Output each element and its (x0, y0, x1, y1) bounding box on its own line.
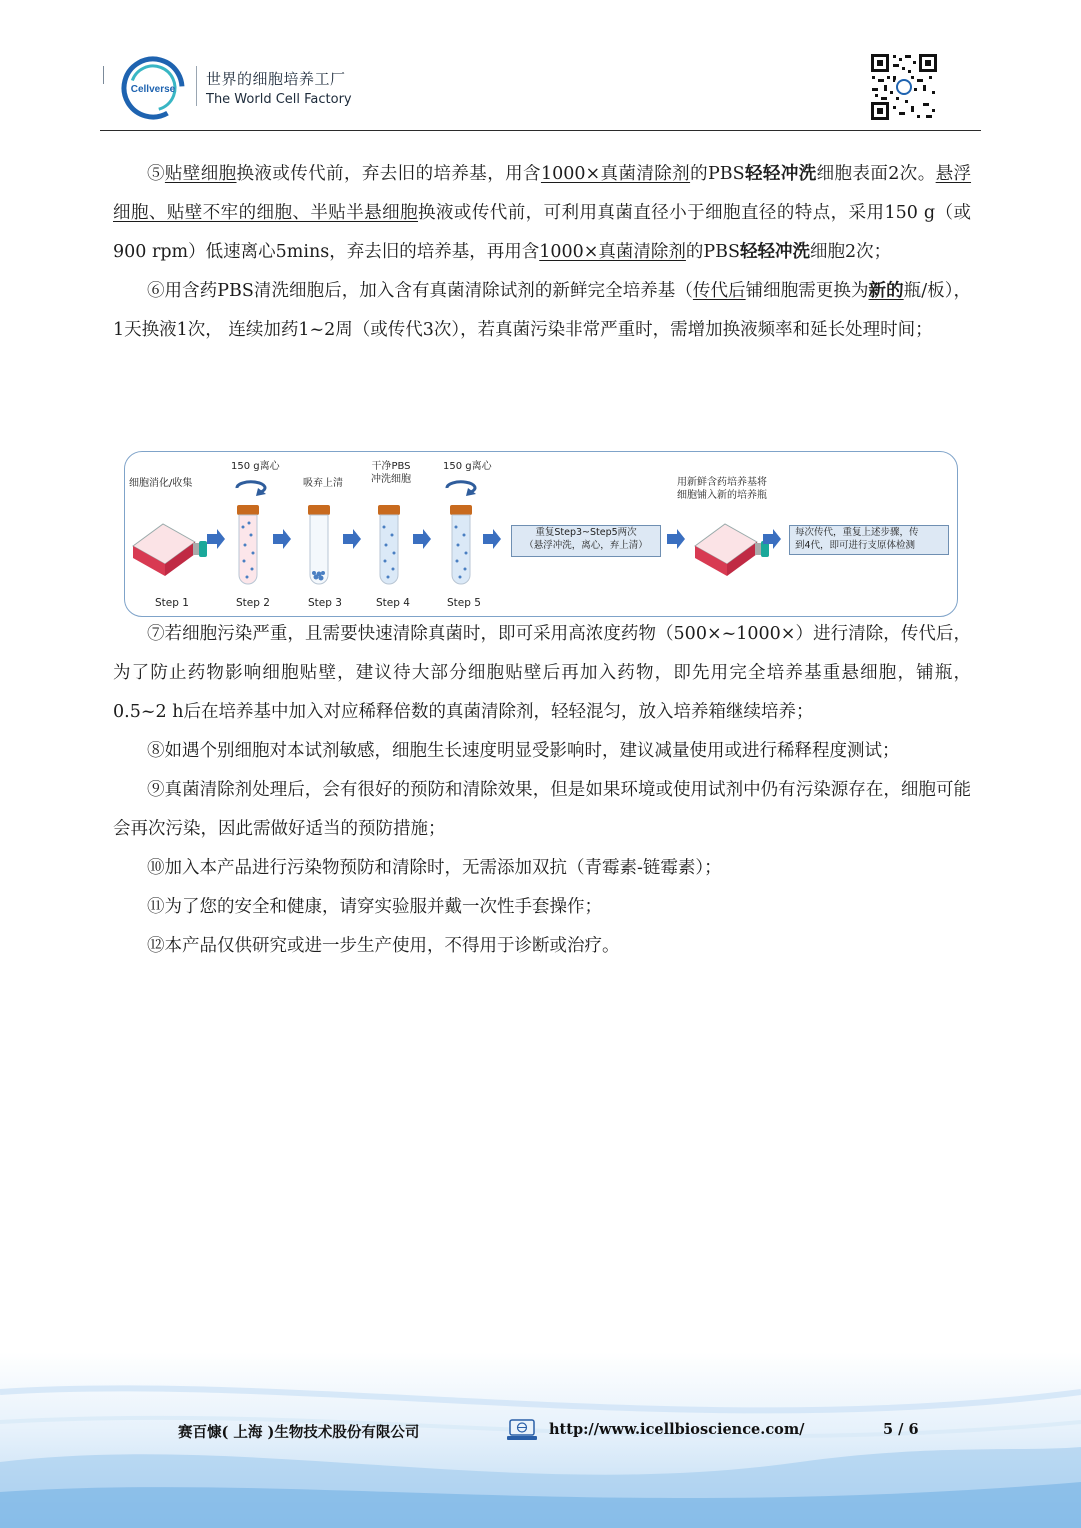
paragraph-12: ⑫本产品仅供研究或进一步生产使用，不得用于诊断或治疗。 (147, 936, 620, 956)
header-rule (100, 130, 981, 131)
footer-wave-background (0, 1352, 1081, 1528)
label-wash: 干净PBS 冲洗细胞 (371, 461, 411, 485)
step-label: Step 5 (447, 597, 481, 609)
label-discard: 吸弃上清 (303, 478, 343, 489)
paragraph-6: ⑥用含药PBS清洗细胞后，加入含有真菌清除试剂的新鲜完全培养基（传代后铺细胞需更换为新的瓶/板），1天换液1次， 连续加药1~2周（或传代3次），若真菌污染非常严重时，需增加换液频率和延长处理时间； (113, 281, 972, 340)
protocol-figure (124, 451, 958, 617)
footer-url-link[interactable]: http://www.icellbioscience.com/ (549, 1421, 805, 1438)
label-spin-1: 150 g离心 (231, 461, 280, 472)
label-spin-2: 150 g离心 (443, 461, 492, 472)
final-note-box: 每次传代，重复上述步骤，传 到4代，即可进行支原体检测 (789, 525, 949, 555)
flask-icon (133, 524, 207, 576)
step-label: Step 1 (155, 597, 189, 609)
paragraph-10: ⑩加入本产品进行污染物预防和清除时，无需添加双抗（青霉素-链霉素）； (147, 858, 722, 878)
paragraph-11: ⑪为了您的安全和健康，请穿实验服并戴一次性手套操作； (147, 897, 602, 917)
step-label: Step 3 (308, 597, 342, 609)
cellverse-logo (120, 55, 186, 121)
slogan-english: The World Cell Factory (206, 92, 352, 107)
label-reseed: 用新鲜含药培养基将 细胞铺入新的培养瓶 (677, 477, 767, 501)
tube-spin-icon (450, 505, 472, 584)
tube-pellet-icon (308, 505, 330, 584)
step-label: Step 2 (236, 597, 270, 609)
content-body (113, 155, 971, 350)
qr-code (869, 52, 939, 122)
paragraph-7: ⑦若细胞污染严重，且需要快速清除真菌时，即可采用高浓度药物（500×~1000×）进行清除，传代后，为了防止药物影响细胞贴壁，建议待大部分细胞贴壁后再加入药物，即先用完全培养基重悬细胞，铺瓶，0.5~2 h后在培养基中加入对应稀释倍数的真菌清除剂，轻轻混匀，放入培养箱继续培养； (113, 624, 971, 722)
flask-icon (695, 524, 769, 576)
label-digest: 细胞消化/收集 (129, 478, 193, 489)
slogan-chinese: 世界的细胞培养工厂 (206, 70, 346, 88)
tube-icon (237, 505, 259, 584)
page-header (0, 0, 1081, 140)
logo-text: Cellverse (130, 84, 176, 95)
header-tick (103, 66, 104, 84)
website-icon (507, 1419, 537, 1441)
step-label: Step 4 (376, 597, 410, 609)
page-number: 5 / 6 (883, 1421, 919, 1438)
footer-company: 赛百慷( 上海 )生物技术股份有限公司 (178, 1424, 420, 1441)
paragraph-9: ⑨真菌清除剂处理后，会有很好的预防和清除效果，但是如果环境或使用试剂中仍有污染源存在，细胞可能会再次污染，因此需做好适当的预防措施； (113, 780, 971, 839)
content-body-continued (113, 615, 971, 966)
paragraph-8: ⑧如遇个别细胞对本试剂敏感，细胞生长速度明显受影响时，建议减量使用或进行稀释程度测试； (147, 741, 900, 761)
tube-wash-icon (378, 505, 400, 584)
repeat-step-box: 重复Step3~Step5两次 （悬浮冲洗，离心，弃上清） (511, 525, 661, 557)
logo-divider (196, 66, 197, 106)
paragraph-5: ⑤贴壁细胞换液或传代前，弃去旧的培养基，用含1000×真菌清除剂的PBS轻轻冲洗细胞表面2次。悬浮细胞、贴壁不牢的细胞、半贴半悬细胞换液或传代前，可利用真菌直径小于细胞直径的特点，采用150 g（或900 rpm）低速离心5mins，弃去旧的培养基，再用含1000×真菌清除剂的PBS轻轻冲洗细胞2次； (113, 164, 972, 262)
